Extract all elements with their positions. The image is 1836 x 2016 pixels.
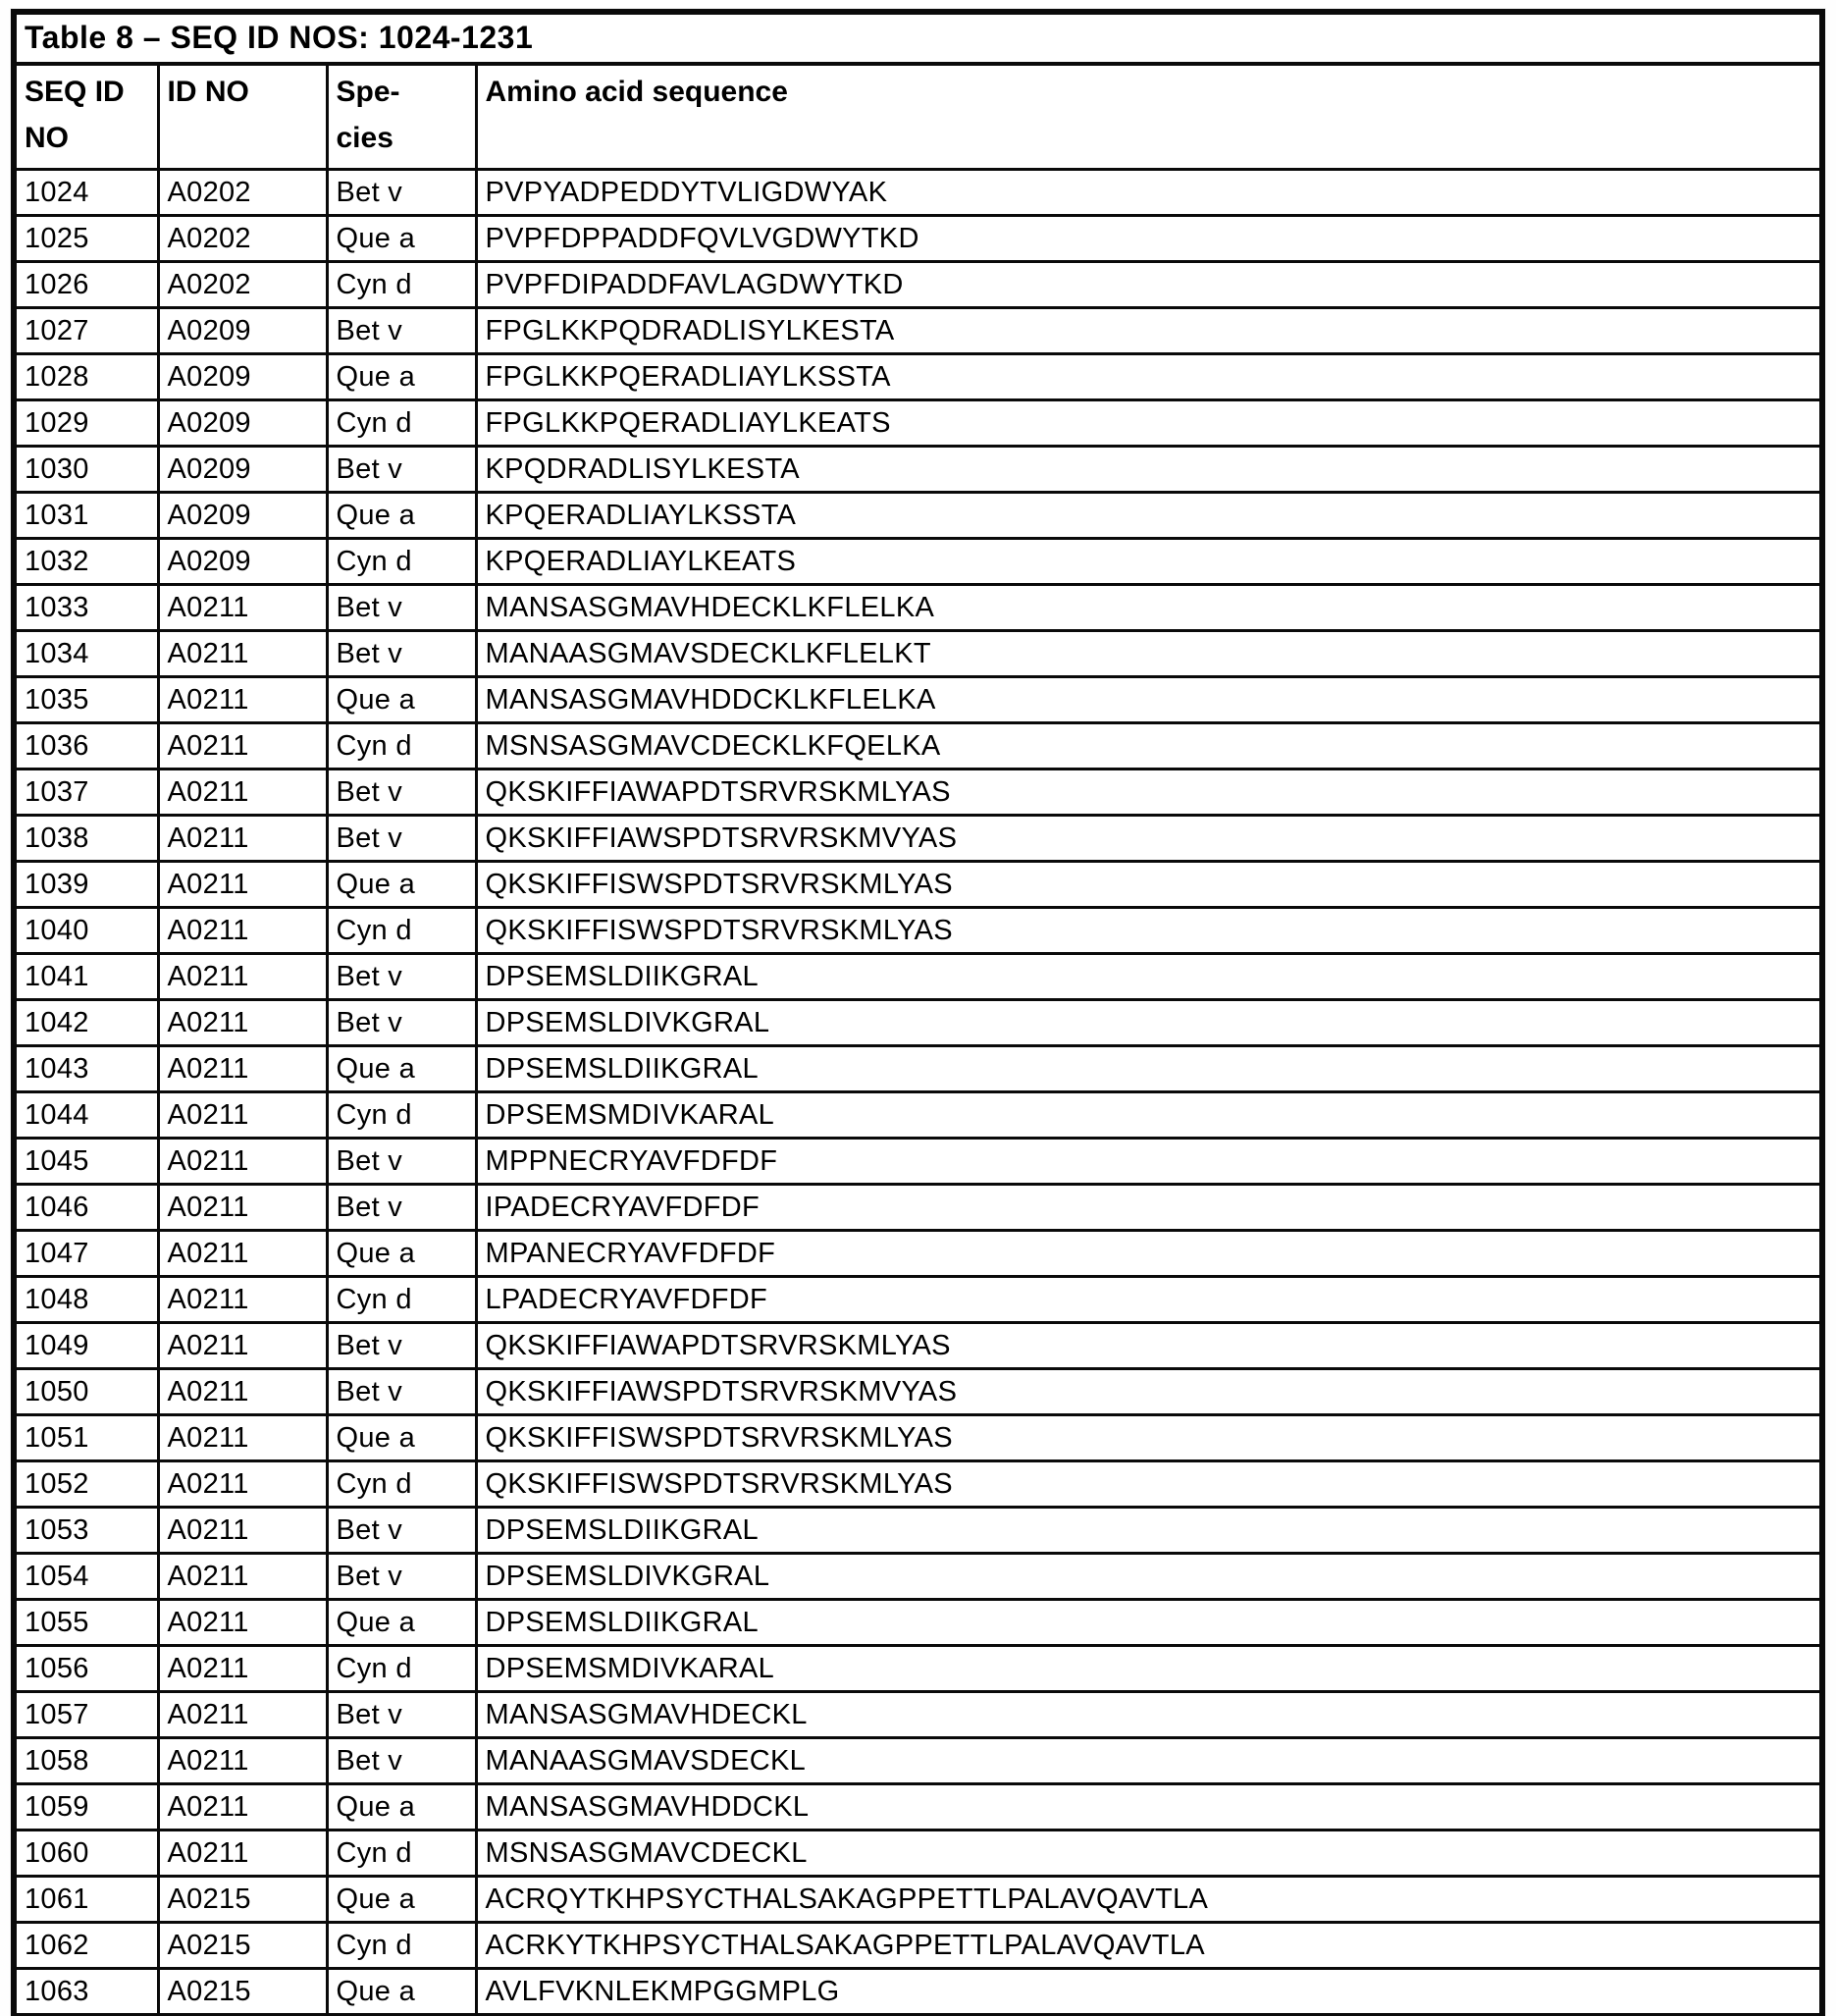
- sequence-cell: KPQDRADLISYLKESTA: [476, 447, 1822, 493]
- seq-id-no-cell: 1063: [14, 1969, 158, 2016]
- id-no-cell: A0202: [158, 216, 327, 262]
- id-no-cell: A0211: [158, 1415, 327, 1461]
- seq-id-no-cell: 1032: [14, 539, 158, 585]
- seq-id-table: [11, 9, 1825, 2016]
- seq-id-no-cell: 1044: [14, 1092, 158, 1139]
- table-row: [14, 1369, 1822, 1415]
- id-no-cell: A0211: [158, 631, 327, 677]
- seq-id-no-cell: 1033: [14, 585, 158, 631]
- col-header-species: Spe- cies: [327, 64, 476, 170]
- seq-id-no-cell: 1054: [14, 1554, 158, 1600]
- seq-id-no-cell: 1059: [14, 1784, 158, 1830]
- species-cell: Bet v: [327, 1692, 476, 1738]
- species-cell: Bet v: [327, 954, 476, 1000]
- id-no-cell: A0211: [158, 1830, 327, 1877]
- seq-id-no-cell: 1039: [14, 862, 158, 908]
- seq-id-no-cell: 1062: [14, 1923, 158, 1969]
- seq-id-no-cell: 1061: [14, 1877, 158, 1923]
- species-cell: Que a: [327, 216, 476, 262]
- id-no-cell: A0211: [158, 1738, 327, 1784]
- sequence-cell: MANSASGMAVHDDCKLKFLELKA: [476, 677, 1822, 723]
- seq-id-no-cell: 1049: [14, 1323, 158, 1369]
- seq-id-no-cell: 1036: [14, 723, 158, 769]
- sequence-cell: MANSASGMAVHDECKLKFLELKA: [476, 585, 1822, 631]
- id-no-cell: A0211: [158, 677, 327, 723]
- id-no-cell: A0215: [158, 1923, 327, 1969]
- seq-id-no-cell: 1045: [14, 1139, 158, 1185]
- id-no-cell: A0211: [158, 816, 327, 862]
- species-cell: Bet v: [327, 170, 476, 216]
- species-cell: Cyn d: [327, 1277, 476, 1323]
- species-cell: Bet v: [327, 1323, 476, 1369]
- col-header-amino-acid-sequence: Amino acid sequence: [476, 64, 1822, 170]
- sequence-cell: QKSKIFFISWSPDTSRVRSKMLYAS: [476, 862, 1822, 908]
- sequence-cell: QKSKIFFIAWAPDTSRVRSKMLYAS: [476, 769, 1822, 816]
- species-cell: Cyn d: [327, 1646, 476, 1692]
- id-no-cell: A0215: [158, 1877, 327, 1923]
- sequence-cell: MPPNECRYAVFDFDF: [476, 1139, 1822, 1185]
- species-cell: Bet v: [327, 816, 476, 862]
- sequence-cell: MANAASGMAVSDECKL: [476, 1738, 1822, 1784]
- sequence-cell: KPQERADLIAYLKSSTA: [476, 493, 1822, 539]
- table-row: [14, 216, 1822, 262]
- species-cell: Cyn d: [327, 539, 476, 585]
- sequence-cell: QKSKIFFISWSPDTSRVRSKMLYAS: [476, 1415, 1822, 1461]
- table-row: [14, 769, 1822, 816]
- table-row: [14, 493, 1822, 539]
- seq-id-no-cell: 1055: [14, 1600, 158, 1646]
- species-cell: Bet v: [327, 1185, 476, 1231]
- table-row: [14, 1784, 1822, 1830]
- seq-id-no-cell: 1052: [14, 1461, 158, 1508]
- id-no-cell: A0211: [158, 1369, 327, 1415]
- sequence-cell: QKSKIFFIAWSPDTSRVRSKMVYAS: [476, 1369, 1822, 1415]
- species-cell: Que a: [327, 1969, 476, 2016]
- id-no-cell: A0209: [158, 308, 327, 354]
- seq-id-no-cell: 1031: [14, 493, 158, 539]
- seq-id-no-cell: 1058: [14, 1738, 158, 1784]
- seq-id-no-cell: 1034: [14, 631, 158, 677]
- id-no-cell: A0211: [158, 1185, 327, 1231]
- id-no-cell: A0211: [158, 1000, 327, 1046]
- seq-id-no-cell: 1038: [14, 816, 158, 862]
- species-cell: Cyn d: [327, 262, 476, 308]
- species-cell: Que a: [327, 354, 476, 400]
- table-row: [14, 1139, 1822, 1185]
- sequence-cell: AVLFVKNLEKMPGGMPLG: [476, 1969, 1822, 2016]
- table-title-row: [14, 12, 1822, 64]
- table-row: [14, 1508, 1822, 1554]
- id-no-cell: A0211: [158, 862, 327, 908]
- sequence-cell: MPANECRYAVFDFDF: [476, 1231, 1822, 1277]
- sequence-cell: PVPFDIPADDFAVLAGDWYTKD: [476, 262, 1822, 308]
- table-row: [14, 908, 1822, 954]
- table-row: [14, 308, 1822, 354]
- sequence-cell: FPGLKKPQDRADLISYLKESTA: [476, 308, 1822, 354]
- species-cell: Bet v: [327, 585, 476, 631]
- id-no-cell: A0211: [158, 908, 327, 954]
- species-cell: Bet v: [327, 1508, 476, 1554]
- table-row: [14, 1923, 1822, 1969]
- id-no-cell: A0211: [158, 1046, 327, 1092]
- species-cell: Que a: [327, 1784, 476, 1830]
- table-row: [14, 1415, 1822, 1461]
- sequence-cell: PVPFDPPADDFQVLVGDWYTKD: [476, 216, 1822, 262]
- table-row: [14, 1046, 1822, 1092]
- table-row: [14, 1646, 1822, 1692]
- table-row: [14, 400, 1822, 447]
- sequence-cell: QKSKIFFIAWSPDTSRVRSKMVYAS: [476, 816, 1822, 862]
- species-cell: Cyn d: [327, 1830, 476, 1877]
- species-cell: Que a: [327, 677, 476, 723]
- id-no-cell: A0211: [158, 1784, 327, 1830]
- table-row: [14, 1692, 1822, 1738]
- species-cell: Que a: [327, 1415, 476, 1461]
- species-cell: Que a: [327, 862, 476, 908]
- sequence-cell: DPSEMSLDIIKGRAL: [476, 1508, 1822, 1554]
- species-cell: Bet v: [327, 1738, 476, 1784]
- seq-id-no-cell: 1050: [14, 1369, 158, 1415]
- seq-id-no-cell: 1053: [14, 1508, 158, 1554]
- table-row: [14, 1185, 1822, 1231]
- seq-id-no-cell: 1030: [14, 447, 158, 493]
- sequence-cell: KPQERADLIAYLKEATS: [476, 539, 1822, 585]
- id-no-cell: A0209: [158, 447, 327, 493]
- table-row: [14, 1877, 1822, 1923]
- species-cell: Cyn d: [327, 1923, 476, 1969]
- sequence-cell: LPADECRYAVFDFDF: [476, 1277, 1822, 1323]
- species-cell: Bet v: [327, 447, 476, 493]
- sequence-cell: MANSASGMAVHDECKL: [476, 1692, 1822, 1738]
- seq-id-no-cell: 1060: [14, 1830, 158, 1877]
- table-row: [14, 1830, 1822, 1877]
- table-row: [14, 354, 1822, 400]
- sequence-cell: QKSKIFFISWSPDTSRVRSKMLYAS: [476, 1461, 1822, 1508]
- table-row: [14, 262, 1822, 308]
- seq-id-no-cell: 1046: [14, 1185, 158, 1231]
- table-body: [14, 170, 1822, 2016]
- seq-id-no-cell: 1026: [14, 262, 158, 308]
- species-cell: Bet v: [327, 1369, 476, 1415]
- sequence-cell: PVPYADPEDDYTVLIGDWYAK: [476, 170, 1822, 216]
- seq-id-no-cell: 1035: [14, 677, 158, 723]
- id-no-cell: A0211: [158, 1508, 327, 1554]
- sequence-cell: MSNSASGMAVCDECKLKFQELKA: [476, 723, 1822, 769]
- table-row: [14, 723, 1822, 769]
- id-no-cell: A0211: [158, 1692, 327, 1738]
- species-cell: Cyn d: [327, 723, 476, 769]
- table-row: [14, 677, 1822, 723]
- sequence-cell: ACRQYTKHPSYCTHALSAKAGPPETTLPALAVQAVTLA: [476, 1877, 1822, 1923]
- seq-id-no-cell: 1051: [14, 1415, 158, 1461]
- seq-id-no-cell: 1047: [14, 1231, 158, 1277]
- id-no-cell: A0211: [158, 1092, 327, 1139]
- sequence-cell: DPSEMSLDIIKGRAL: [476, 1600, 1822, 1646]
- id-no-cell: A0215: [158, 1969, 327, 2016]
- table-row: [14, 1461, 1822, 1508]
- sequence-cell: MANSASGMAVHDDCKL: [476, 1784, 1822, 1830]
- id-no-cell: A0202: [158, 170, 327, 216]
- id-no-cell: A0211: [158, 723, 327, 769]
- species-cell: Bet v: [327, 1000, 476, 1046]
- table-row: [14, 862, 1822, 908]
- species-cell: Bet v: [327, 1554, 476, 1600]
- table-row: [14, 585, 1822, 631]
- id-no-cell: A0211: [158, 1277, 327, 1323]
- species-cell: Que a: [327, 1046, 476, 1092]
- table-row: [14, 816, 1822, 862]
- id-no-cell: A0202: [158, 262, 327, 308]
- seq-id-no-cell: 1029: [14, 400, 158, 447]
- seq-id-no-cell: 1043: [14, 1046, 158, 1092]
- sequence-cell: MSNSASGMAVCDECKL: [476, 1830, 1822, 1877]
- sequence-cell: ACRKYTKHPSYCTHALSAKAGPPETTLPALAVQAVTLA: [476, 1923, 1822, 1969]
- seq-id-no-cell: 1037: [14, 769, 158, 816]
- col-header-id-no: ID NO: [158, 64, 327, 170]
- id-no-cell: A0209: [158, 354, 327, 400]
- sequence-cell: FPGLKKPQERADLIAYLKSSTA: [476, 354, 1822, 400]
- id-no-cell: A0211: [158, 1139, 327, 1185]
- id-no-cell: A0211: [158, 769, 327, 816]
- id-no-cell: A0211: [158, 1323, 327, 1369]
- id-no-cell: A0211: [158, 1461, 327, 1508]
- species-cell: Que a: [327, 1877, 476, 1923]
- seq-id-no-cell: 1040: [14, 908, 158, 954]
- species-cell: Bet v: [327, 769, 476, 816]
- species-cell: Que a: [327, 1231, 476, 1277]
- species-cell: Bet v: [327, 1139, 476, 1185]
- table-header-row: [14, 64, 1822, 170]
- id-no-cell: A0211: [158, 954, 327, 1000]
- table-row: [14, 1738, 1822, 1784]
- table-row: [14, 631, 1822, 677]
- species-cell: Cyn d: [327, 908, 476, 954]
- sequence-cell: DPSEMSLDIIKGRAL: [476, 954, 1822, 1000]
- id-no-cell: A0211: [158, 1554, 327, 1600]
- seq-id-no-cell: 1056: [14, 1646, 158, 1692]
- sequence-cell: DPSEMSLDIIKGRAL: [476, 1046, 1822, 1092]
- table-row: [14, 954, 1822, 1000]
- seq-id-no-cell: 1025: [14, 216, 158, 262]
- seq-id-no-cell: 1057: [14, 1692, 158, 1738]
- table-row: [14, 1600, 1822, 1646]
- id-no-cell: A0211: [158, 585, 327, 631]
- table-row: [14, 1554, 1822, 1600]
- sequence-cell: DPSEMSMDIVKARAL: [476, 1646, 1822, 1692]
- seq-id-no-cell: 1024: [14, 170, 158, 216]
- id-no-cell: A0211: [158, 1231, 327, 1277]
- table-row: [14, 1969, 1822, 2016]
- seq-id-no-cell: 1048: [14, 1277, 158, 1323]
- id-no-cell: A0209: [158, 400, 327, 447]
- species-cell: Bet v: [327, 631, 476, 677]
- seq-id-no-cell: 1027: [14, 308, 158, 354]
- species-cell: Cyn d: [327, 400, 476, 447]
- sequence-cell: DPSEMSLDIVKGRAL: [476, 1000, 1822, 1046]
- species-cell: Que a: [327, 1600, 476, 1646]
- id-no-cell: A0209: [158, 493, 327, 539]
- sequence-cell: MANAASGMAVSDECKLKFLELKT: [476, 631, 1822, 677]
- id-no-cell: A0211: [158, 1600, 327, 1646]
- id-no-cell: A0209: [158, 539, 327, 585]
- sequence-cell: FPGLKKPQERADLIAYLKEATS: [476, 400, 1822, 447]
- table-row: [14, 1277, 1822, 1323]
- sequence-cell: QKSKIFFISWSPDTSRVRSKMLYAS: [476, 908, 1822, 954]
- sequence-cell: DPSEMSMDIVKARAL: [476, 1092, 1822, 1139]
- table-row: [14, 1231, 1822, 1277]
- sequence-cell: IPADECRYAVFDFDF: [476, 1185, 1822, 1231]
- table-row: [14, 447, 1822, 493]
- seq-id-no-cell: 1028: [14, 354, 158, 400]
- id-no-cell: A0211: [158, 1646, 327, 1692]
- table-row: [14, 539, 1822, 585]
- table-row: [14, 1000, 1822, 1046]
- seq-id-no-cell: 1042: [14, 1000, 158, 1046]
- seq-id-no-cell: 1041: [14, 954, 158, 1000]
- table-row: [14, 1323, 1822, 1369]
- table-row: [14, 170, 1822, 216]
- col-header-seq-id-no: SEQ ID NO: [14, 64, 158, 170]
- species-cell: Bet v: [327, 308, 476, 354]
- table-title: Table 8 – SEQ ID NOS: 1024-1231: [14, 12, 1822, 64]
- table-row: [14, 1092, 1822, 1139]
- sequence-cell: DPSEMSLDIVKGRAL: [476, 1554, 1822, 1600]
- species-cell: Cyn d: [327, 1461, 476, 1508]
- sequence-cell: QKSKIFFIAWAPDTSRVRSKMLYAS: [476, 1323, 1822, 1369]
- species-cell: Que a: [327, 493, 476, 539]
- species-cell: Cyn d: [327, 1092, 476, 1139]
